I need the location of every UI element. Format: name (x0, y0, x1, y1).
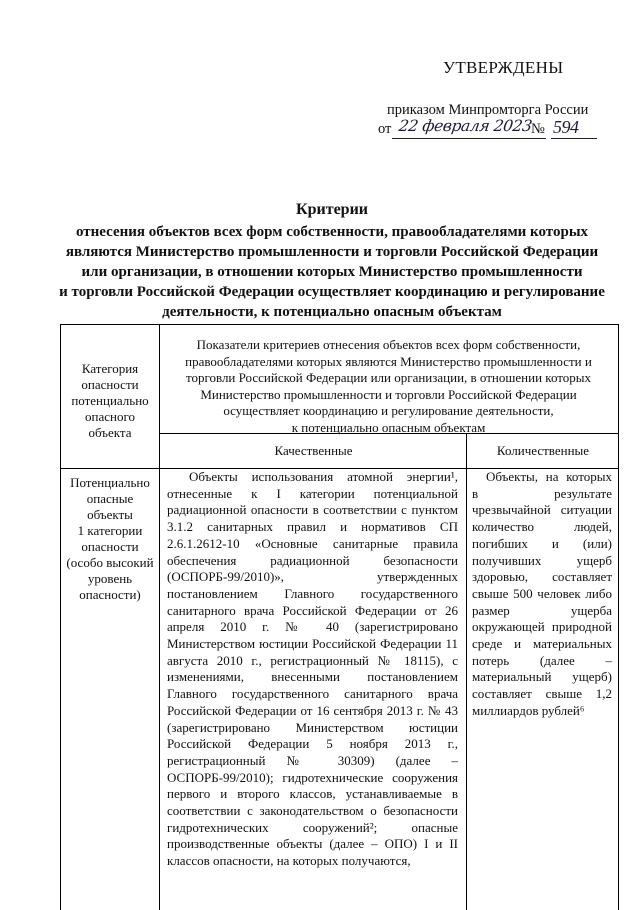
title-line: отнесения объектов всех форм собственности, правообладателями которых (75, 224, 589, 240)
qualitative-text: Объекты использования атомной энергии¹, отнесенные к I категории потенциальной радиационной опасности в соответствии с пунктом 3.1.2 санитарных правил и нормативов СП 2.6.1.2612-10 «Основные санитарные правила обеспечения радиационной безопасности (ОСПОРБ-99/2010)», утвержденных постановлением Главного государственного санитарного врача Российской Федерации от 26 апреля 2010 г. № 40 (зарегистрировано Министерством юстиции Российской Федерации 11 августа 2010 г., регистрационный № 18115), с изменениями, внесенными постановлением Главного государственного санитарного врача Российской Федерации от 16 сентября 2013 г. № 43 (зарегистрировано Министерством юстиции Российской Федерации 5 ноября 2013 г., регистрационный № 30309) (далее – ОСПОРБ-99/2010); гидротехнические сооружения первого и второго классов, устанавливаемые в соответствии с законодательством о безопасности гидротехнических сооружений²; опасные производственные объекты (далее – ОПО) I и II классов опасности, на которых получаются, (167, 469, 458, 869)
date-prefix: от (378, 121, 392, 137)
criteria-table (60, 324, 619, 910)
qualitative-cell (167, 469, 458, 870)
table-column-divider (159, 325, 160, 910)
quantitative-header: Количественные (496, 443, 590, 458)
handwritten-number: 594 (553, 117, 579, 137)
number-prefix: № (531, 121, 545, 137)
approved-label: УТВЕРЖДЕНЫ (443, 58, 564, 77)
approval-block (378, 58, 615, 143)
title-line: и торговли Российской Федерации осуществляет координацию и регулирование (59, 284, 605, 300)
order-date-row (378, 117, 615, 143)
quantitative-text: Объекты, на которых в результате чрезвычайной ситуации количество людей, погибших и (или) получивших ущерб здоровью, составляет свыше 500 человек либо размер ущерба окружающей природной среде и материальных потерь (далее – материальный ущерб) составляет свыше 1,2 миллиардов рублей⁶ (472, 469, 612, 718)
quantitative-cell (472, 469, 612, 720)
table-column-divider (466, 433, 467, 910)
number-underline (551, 138, 597, 139)
category-header: Категория опасности потенциально опасного объекта (71, 361, 149, 440)
qualitative-header: Качественные (274, 443, 353, 458)
indicators-header: Показатели критериев отнесения объектов всех форм собственности, правообладателями которых являются Министерство промышленности и торговли Российской Федерации или организации, в отношении которых Министерство промышленности и торговли Российской Федерации осуществляет координацию и регулирование деятельности, к потенциально опасным объектам (185, 337, 592, 435)
title-line: деятельности, к потенциально опасным объектам (162, 304, 502, 320)
title-line: или организации, в отношении которых Министерство промышленности (81, 264, 583, 280)
date-underline (392, 138, 546, 139)
category-cell: Потенциально опасные объекты 1 категории опасности (особо высокий уровень опасности) (66, 475, 154, 602)
order-label: приказом Минпромторга России (387, 102, 589, 118)
handwritten-date: 22 февраля 2023 (397, 117, 533, 135)
title-line: являются Министерство промышленности и торговли Российской Федерации (65, 244, 599, 260)
document-title (52, 200, 612, 322)
title-heading: Критерии (295, 201, 368, 218)
